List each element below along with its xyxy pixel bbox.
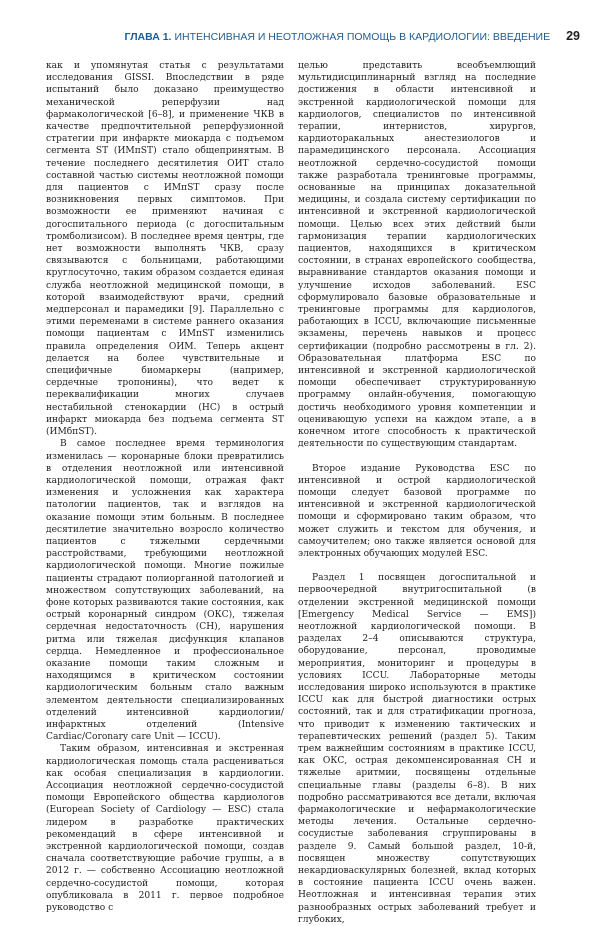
paragraph: целью представить всеобъемлющий мультидисциплинарный взгляд на последние достижения в области интенсивной и экстренной кардиологической помощи для кардиологов, специалистов по интенсивной терапии, интернистов, хирургов, кардиоторакальных анестезиологов и парамедицинского персонала. Ассоциация неотложной сердечно-сосудистой помощи также разработала тренинговые программы, основанные на принципах доказательной медицины, и создала систему сертификации по интенсивной и экстренной кардиологической помощи. Целью всех этих действий были гармонизация терапии кардиологических пациентов, находящихся в критическом состоянии, в странах европейского сообщества, выравнивание стандартов оказания помощи и улучшение исходов заболеваний. ESC сформулировало базовые образовательные и тренинговые программы для кардиологов, работающих в ICCU, включающие письменные экзамены, перечень навыков и процесс сертификации (подробно рассмотрены в гл. 2). Образовательная платформа ESC по интенсивной и экстренной кардиологической помощи обеспечивает структурированную программу онлайн-обучения, помогающую достичь необходимого уровня компетенции и оценивающую успехи на каждом этапе, а в конечном итоге способность к практической деятельности по существующим стандартам. [298,61,536,450]
paragraph: В самое последнее время терминология изменилась — коронарные блоки превратились в отделения неотложной или интенсивной кардиологической помощи, отражая факт изменения и усложнения как характера патологии пациентов, так и взглядов на оказание помощи этим больным. В последнее десятилетие значительно возросло количество пациентов с тяжелыми сердечными расстройствами, требующими неотложной кардиологической помощи. Многие пожилые пациенты страдают полиорганной патологией и множеством сопутствующих заболеваний, на фоне которых развиваются такие состояния, как острый коронарный синдром (ОКС), тяжелая сердечная недостаточность (СН), нарушения ритма или тяжелая дисфункция клапанов сердца. Немедленное и профессиональное оказание помощи таким сложным и находящимся в критическом состоянии кардиологическим больным стало важным элементом деятельности специализированных отделений интенсивной кардиологии/инфарктных отделений (Intensive Cardiac/Coronary care Unit — ICCU). [46,439,284,743]
paragraph: Таким образом, интенсивная и экстренная кардиологическая помощь стала расцениваться как особая специализация в кардиологии. Ассоциация неотложной сердечно-сосудистой помощи Европейского общества кардиологов (European Society of Cardiology — ESC) стала лидером в разработке практических рекомендаций в сфере интенсивной и экстренной кардиологической помощи, создав сначала соответствующие рабочие группы, а в 2012 г. — собственно Ассоциацию неотложной сердечно-сосудистой помощи, которая опубликовала в 2011 г. первое подробное руководство с [46,744,284,914]
running-header [124,29,580,45]
paragraph: Второе издание Руководства ESC по интенсивной и острой кардиологической помощи следует базовой программе по интенсивной и экстренной кардиологической помощи и сформировано таким образом, что может служить и текстом для обучения, и самоучителем; оно также является основой для электронных обучающих модулей ESC. [298,463,536,559]
chapter-label: ГЛАВА 1. [124,31,172,43]
right-column [298,60,536,926]
page-number: 29 [566,29,580,43]
chapter-title: ИНТЕНСИВНАЯ И НЕОТЛОЖНАЯ ПОМОЩЬ В КАРДИОЛОГИИ: ВВЕДЕНИЕ [174,31,551,43]
left-column [46,60,284,914]
paragraph: как и упомянутая статья с результатами исследования GISSI. Впоследствии в ряде испытаний было доказано преимущество механической реперфузии над фармакологической [6–8], и применение ЧКВ в качестве предпочтительной реперфузионной стратегии при инфаркте миокарда с подъемом сегмента ST (ИМпST) стало общепринятым. В течение последнего десятилетия ОИТ стало составной частью системы неотложной помощи для пациентов с ИМпST сразу после возникновения первых симптомов. При возможности ее применяют начиная с догоспитального периода (с догоспитальным тромболизисом). В последнее время центры, где нет возможности выполнять ЧКВ, сразу связываются с больницами, работающими круглосуточно, таким образом создается единая служба неотложной медицинской помощи, в которой взаимодействуют врачи, средний медперсонал и парамедики [9]. Параллельно с этими переменами в системе раннего оказания помощи пациентам с ИМпST изменились правила определения ОИМ. Теперь акцент делается на более чувствительные и специфичные биомаркеры (например, сердечные тропонины), что ведет к переквалификации многих случаев нестабильной стенокардии (НС) в острый инфаркт миокарда без подъема сегмента ST (ИМбпST). [46,61,284,438]
paragraph: Раздел 1 посвящен догоспитальной и первоочередной внутригоспитальной (в отделении экстренной медицинской помощи [Emergency Medical Service — EMS]) неотложной кардиологической помощи. В разделах 2–4 описываются структура, оборудование, персонал, проводимые мероприятия, мониторинг и процедуры в условиях ICCU. Лабораторные методы исследования широко используются в практике ICCU как для быстрой диагностики острых состояний, так и для стратификации прогноза, что приводит к изменению тактических и терапевтических решений (раздел 5). Таким трем важнейшим состояниям в практике ICCU, как ОКС, острая декомпенсированная СН и тяжелые аритмии, посвящены отдельные специальные главы (разделы 6–8). В них подробно рассматриваются все детали, включая фармакологические и нефармакологические методы лечения. Остальные сердечно-сосудистые заболевания сгруппированы в разделе 9. Самый большой раздел, 10-й, посвящен множеству сопутствующих некардиоваскулярных болезней, вклад которых в состояние пациента ICCU очень важен. Неотложная и интенсивная терапия этих разнообразных острых заболеваний требует и глубоких, [298,573,536,925]
